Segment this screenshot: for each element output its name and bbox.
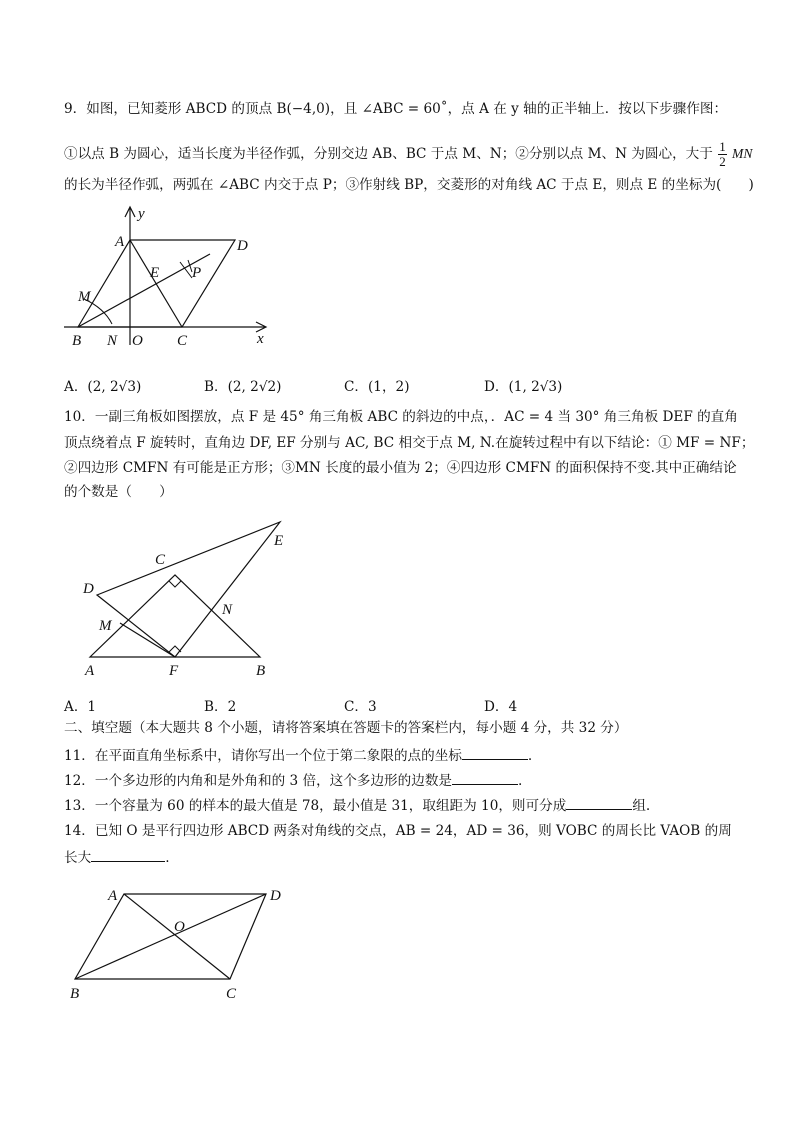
- q9-label-x: x: [257, 331, 264, 347]
- q12-text: 12．一个多边形的内角和是外角和的 3 倍，这个多边形的边数是: [64, 773, 453, 789]
- q14-label-a: A: [108, 888, 118, 904]
- q10-label-b: B: [256, 663, 266, 679]
- q9-fraction-denominator: 2: [719, 154, 726, 169]
- q10-right-angle-c: [169, 581, 181, 587]
- q9-fraction: [718, 140, 727, 169]
- q13-line: [64, 795, 744, 815]
- q14-label-c: C: [226, 986, 237, 1002]
- q10-option-b: B．2: [204, 699, 237, 715]
- q11-end: .: [527, 748, 533, 764]
- q13-answer-blank: [566, 795, 632, 810]
- q10-label-d: D: [83, 581, 94, 597]
- q9-label-p: P: [192, 265, 202, 281]
- q10-label-f: F: [169, 663, 179, 679]
- q14-end: .: [165, 850, 170, 866]
- q10-label-e: E: [274, 533, 284, 549]
- q14-line-1: 14．已知 O 是平行四边形 ABCD 两条对角线的交点，AB = 24，AD = 36，则 VOBC 的周长比 VAOB 的周: [64, 823, 732, 839]
- q10-label-m: M: [99, 618, 112, 634]
- q9-line-1: 9．如图，已知菱形 ABCD 的顶点 B(−4,0)，且 ∠ABC = 60˚，点 A 在 y 轴的正半轴上．按以下步骤作图：: [64, 101, 728, 117]
- q9-line-3: 的长为半径作弧，两弧在 ∠ABC 内交于点 P；③作射线 BP，交菱形的对角线 AC 于点 E，则点 E 的坐标为( ): [64, 177, 754, 193]
- q14-text: 长大: [64, 850, 92, 866]
- q10-option-d: D．4: [484, 699, 518, 715]
- q9-label-e: E: [150, 265, 160, 281]
- q10-line-2: 顶点绕着点 F 旋转时，直角边 DF, EF 分别与 AC, BC 相交于点 M, N.在旋转过程中有以下结论：① MF = NF；: [64, 435, 755, 451]
- q10-label-c: C: [155, 552, 166, 568]
- q9-label-d: D: [237, 238, 248, 254]
- q14-diagonal-bd: [75, 894, 266, 979]
- q10-line-1: 10．一副三角板如图摆放，点 F 是 45° 角三角板 ABC 的斜边的中点，．AC = 4 当 30° 角三角板 DEF 的直角: [64, 409, 738, 425]
- q14-answer-blank: [91, 847, 165, 862]
- q10-line-3: ②四边形 CMFN 有可能是正方形；③MN 长度的最小值为 2；④四边形 CMFN 的面积保持不变.其中正确结论: [64, 460, 737, 476]
- q11-answer-blank: [462, 745, 528, 760]
- q9-figure: [60, 200, 280, 352]
- q9-option-a: A．(2, 2√3): [64, 379, 142, 395]
- q10-segment-fm: [120, 623, 175, 657]
- q9-line-2-mn: MN: [732, 146, 753, 161]
- q12-answer-blank: [452, 770, 518, 785]
- q9-fraction-numerator: 1: [719, 139, 726, 154]
- q9-label-b: B: [72, 333, 82, 349]
- q14-diagonal-ac: [124, 894, 230, 979]
- q9-option-c: C．(1，2): [344, 379, 410, 395]
- q9-line-2-text: ①以点 B 为圆心，适当长度为半径作弧，分别交边 AB、BC 于点 M、N；②分别以点 M、N 为圆心，大于: [64, 146, 713, 162]
- q14-label-o: O: [174, 919, 185, 935]
- q9-option-d: D．(1, 2√3): [484, 379, 563, 395]
- q10-label-a: A: [85, 663, 95, 679]
- q10-figure: [75, 515, 305, 683]
- q11-line: [64, 745, 744, 765]
- q14-label-d: D: [270, 888, 281, 904]
- q9-ray-bp: [78, 254, 210, 327]
- q9-label-o: O: [132, 333, 143, 349]
- q11-text: 11．在平面直角坐标系中，请你写出一个位于第二象限的点的坐标: [64, 748, 462, 764]
- q13-text: 13．一个容量为 60 的样本的最大值是 78，最小值是 31，取组距为 10，则可分成: [64, 798, 567, 814]
- section-2-heading: 二、填空题（本大题共 8 个小题，请将答案填在答题卡的答案栏内，每小题 4 分，共 32 分）: [64, 720, 628, 736]
- q9-line-2: [64, 139, 753, 169]
- q10-option-a: A．1: [64, 699, 97, 715]
- q9-label-c: C: [177, 333, 188, 349]
- q9-label-a: A: [115, 234, 125, 250]
- q10-line-4: 的个数是（ ）: [64, 484, 173, 500]
- q9-label-y: y: [138, 206, 145, 222]
- q9-label-n: N: [107, 333, 118, 349]
- q14-label-b: B: [70, 986, 80, 1002]
- q10-label-n: N: [222, 602, 233, 618]
- q13-end: 组.: [632, 798, 651, 814]
- q12-end: .: [518, 773, 523, 789]
- q14-line-2: [64, 847, 744, 867]
- q10-option-c: C．3: [344, 699, 377, 715]
- q14-figure: [60, 880, 300, 1005]
- q12-line: [64, 770, 744, 790]
- q10-triangle-def: [97, 522, 280, 657]
- q9-option-b: B．(2, 2√2): [204, 379, 282, 395]
- q9-label-m: M: [78, 289, 91, 305]
